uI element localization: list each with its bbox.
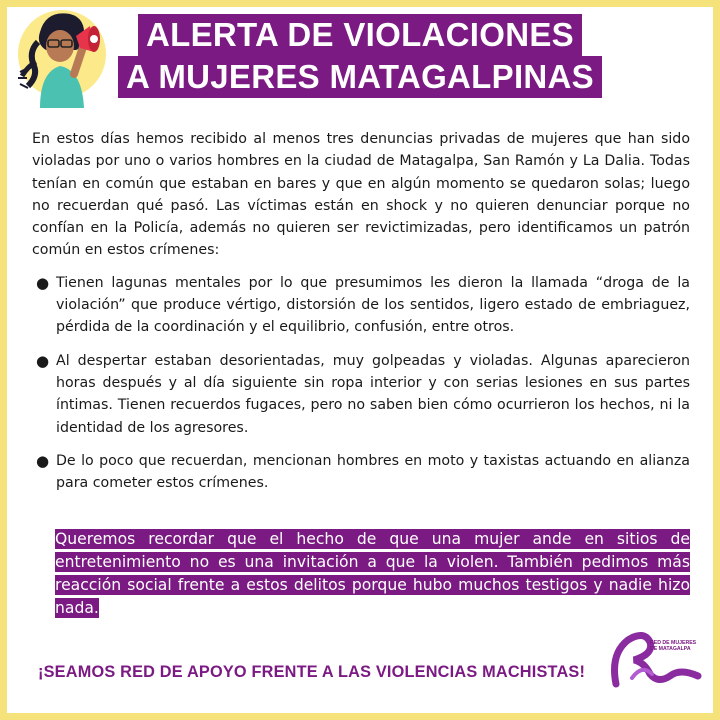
bullet-text: Al despertar estaban desorientadas, muy golpeadas y violadas. Algunas aparecieron horas después y al día siguiente sin ropa interior y con serias lesiones en sus partes íntimas. Tienen recuerdos fugaces, pero no saben bien cómo ocurrieron los hechos, ni la identidad de los agresores.: [56, 352, 690, 436]
red-de-mujeres-logo-icon: [602, 628, 702, 690]
intro-paragraph: En estos días hemos recibido al menos tres denuncias privadas de mujeres que han sido violadas por uno o varios hombres en la ciudad de Matagalpa, San Ramón y La Dalia. Todas tenían en común que estaban en bares y que en algún momento se quedaron solas; luego no recuerdan qué pasó. Las víctimas están en shock y no quieren denunciar porque no confían en la Policía, además no quieren ser revictimizadas, pero identificamos un patrón común en estos crímenes:: [32, 131, 690, 259]
bullet-text: Tienen lagunas mentales por lo que presumimos les dieron la llamada “droga de la violación” que produce vértigo, distorsión de los sentidos, ligero estado de embriaguez, pérdida de la coordinación y el equilibrio, confusión, entre otros.: [56, 274, 690, 336]
logo-line-2: DE MATAGALPA: [650, 646, 691, 652]
body-text: [32, 128, 690, 505]
list-item: [32, 450, 690, 495]
poster-title: [0, 14, 720, 98]
bullet-icon: ●: [36, 451, 50, 470]
bullet-text: De lo poco que recuerdan, mencionan hombres en moto y taxistas actuando en alianza para cometer estos crímenes.: [56, 452, 690, 492]
highlighted-callout: [55, 528, 690, 620]
title-line-1: ALERTA DE VIOLACIONES: [138, 14, 582, 56]
logo-line-1: RED DE MUJERES: [650, 640, 697, 646]
bullet-icon: ●: [36, 273, 50, 292]
list-item: [32, 272, 690, 339]
bullet-icon: ●: [36, 351, 50, 370]
title-line-2: A MUJERES MATAGALPINAS: [118, 56, 602, 98]
footer-slogan: ¡SEAMOS RED DE APOYO FRENTE A LAS VIOLENCIAS MACHISTAS!: [38, 663, 586, 681]
bullet-list: [32, 272, 690, 495]
logo-label: [650, 640, 710, 652]
callout-text: Queremos recordar que el hecho de que una mujer ande en sitios de entretenimiento no es una invitación a que la violen. También pedimos más reacción social frente a estos delitos porque hubo muchos testigos y nadie hizo nada.: [55, 530, 690, 617]
list-item: [32, 350, 690, 439]
